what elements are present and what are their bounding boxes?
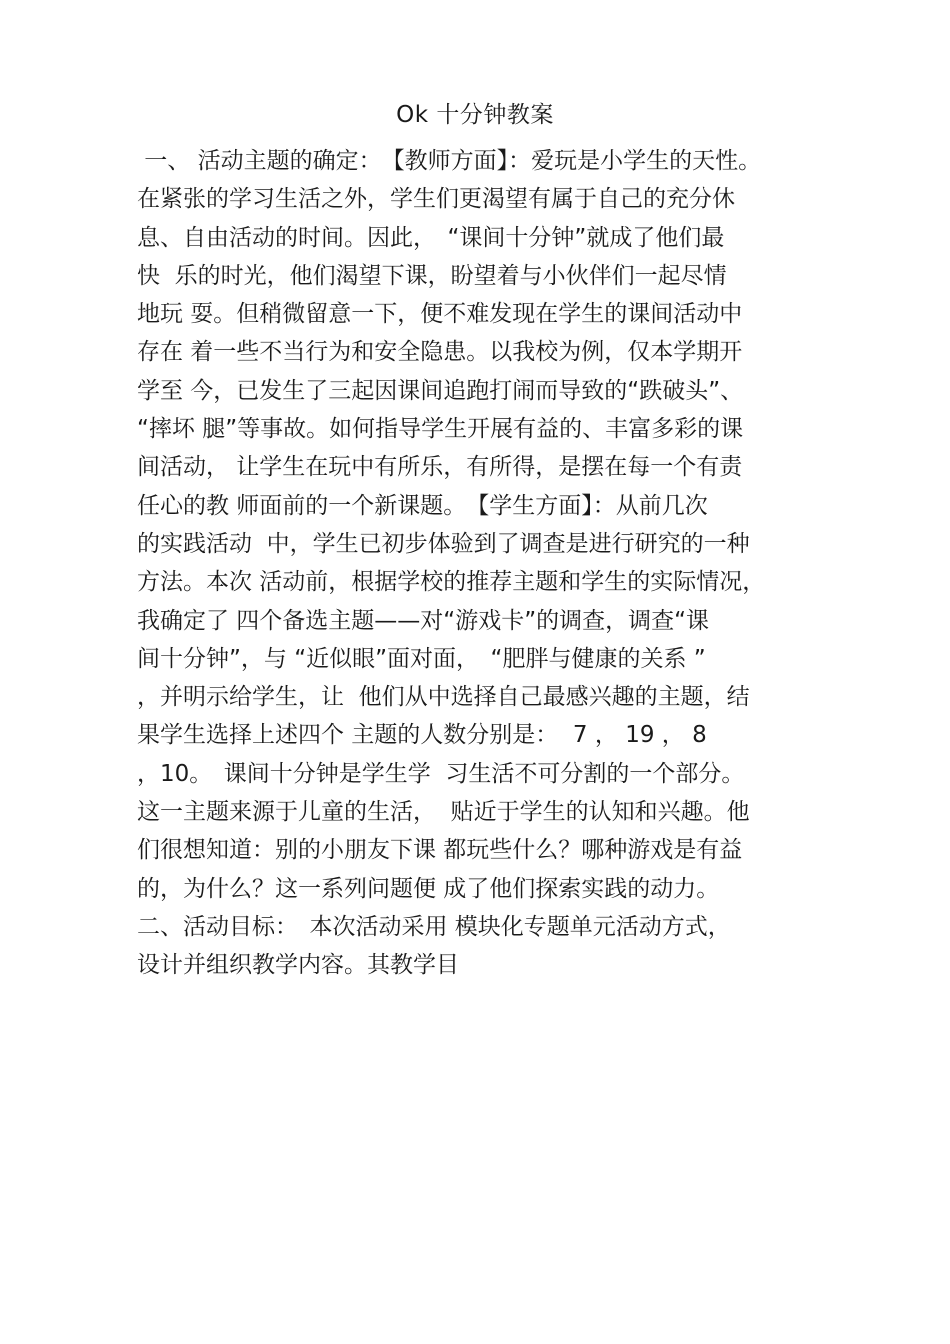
text-line: 这一主题来源于儿童的生活， 贴近于学生的认知和兴趣。他 <box>137 799 750 826</box>
text-line: 间十分钟”，与 “近似眼”面对面， “肥胖与健康的关系 ” <box>137 645 706 672</box>
text-line: “摔坏 腿”等事故。如何指导学生开展有益的、丰富多彩的课 <box>137 416 744 443</box>
text-line: 方法。本次 活动前，根据学校的推荐主题和学生的实际情况， <box>137 569 766 596</box>
text-line: 果学生选择上述四个 主题的人数分别是： 7 ， 19 ， 8 <box>137 722 707 749</box>
text-line: 的，为什么？这一系列问题便 成了他们探索实践的动力。 <box>137 875 720 902</box>
text-line: 快 乐的时光，他们渴望下课，盼望着与小伙伴们一起尽情 <box>137 262 727 289</box>
text-line: 间活动， 让学生在玩中有所乐，有所得，是摆在每一个有责 <box>137 454 743 481</box>
text-line: 一、 活动主题的确定： 【教师方面】：爱玩是小学生的天性。 <box>137 148 762 174</box>
text-line: 们很想知道：别的小朋友下课 都玩些什么？哪种游戏是有益 <box>137 837 743 864</box>
text-line: 二、活动目标： 本次活动采用 模块化专题单元活动方式， <box>137 913 731 940</box>
text-line: 息、自由活动的时间。因此， “课间十分钟”就成了他们最 <box>137 224 725 251</box>
text-line: ，10。 课间十分钟是学生学 习生活不可分割的一个部分。 <box>137 760 745 787</box>
text-line: 在紧张的学习生活之外，学生们更渴望有属于自己的充分休 <box>137 186 735 213</box>
text-line: 学至 今，已发生了三起因课间追跑打闹而导致的“跌破头”、 <box>137 377 744 404</box>
document-title: Ok 十分钟教案 <box>396 102 554 128</box>
text-line: 的实践活动 中，学生已初步体验到了调查是进行研究的一种 <box>137 530 750 557</box>
text-line: 任心的教 师面前的一个新课题。 【学生方面】：从前几次 <box>137 492 708 519</box>
text-line: 我确定了 四个备选主题——对“游戏卡”的调查，调查“课 <box>137 607 710 634</box>
text-line: 设计并组织教学内容。其教学目 <box>137 952 459 979</box>
text-line: 存在 着一些不当行为和安全隐患。以我校为例，仅本学期开 <box>137 339 743 366</box>
text-line: 地玩 耍。但稍微留意一下，便不难发现在学生的课间活动中 <box>137 301 743 328</box>
document-body <box>137 142 837 985</box>
text-line: ，并明示给学生，让 他们从中选择自己最感兴趣的主题，结 <box>137 684 750 711</box>
